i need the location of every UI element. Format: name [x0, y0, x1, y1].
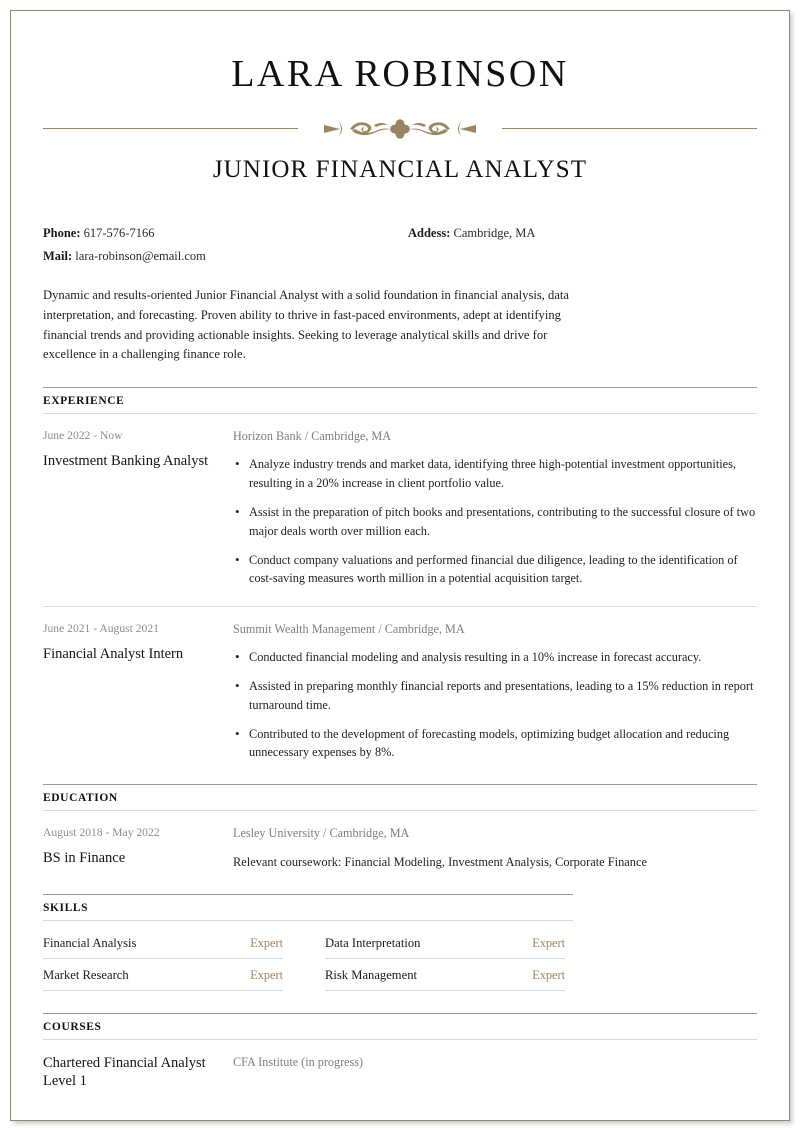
candidate-name: LARA ROBINSON	[231, 53, 569, 95]
ornament-divider	[43, 114, 757, 144]
contact-phone-label: Phone:	[43, 225, 81, 240]
contact-address-value: Cambridge, MA	[453, 225, 536, 240]
entry-bullet-list	[233, 455, 757, 588]
course-entry	[43, 1040, 757, 1091]
professional-summary: Dynamic and results-oriented Junior Financial Analyst with a solid foundation in financial analysis, data interpretation, and forecasting. Proven ability to thrive in fast-paced environments, adept at identifying financial trends and providing actionable insights. Seeking to leverage analytical skills and drive for excellence in a challenging finance role.	[43, 287, 570, 362]
experience-entry	[43, 607, 757, 762]
contact-address	[408, 222, 535, 245]
section-courses	[43, 1013, 757, 1091]
skill-name: Data Interpretation	[325, 935, 421, 950]
entry-bullet-list	[233, 648, 757, 762]
section-title-courses: COURSES	[43, 1020, 102, 1033]
entry-job-title: Financial Analyst Intern	[43, 645, 184, 662]
entry-date: June 2021 - August 2021	[43, 621, 159, 635]
skill-name: Market Research	[43, 967, 129, 982]
entry-date: August 2018 - May 2022	[43, 825, 160, 839]
entry-bullet: • Conduct company valuations and performed financial due diligence, leading to the identification of cost-saving measures worth million in a potential acquisition target.	[233, 551, 757, 588]
resume-header	[43, 53, 757, 184]
contact-block	[43, 222, 757, 268]
skill-level: Expert	[250, 967, 283, 982]
contact-mail-value: lara-robinson@email.com	[75, 248, 206, 263]
section-experience	[43, 387, 757, 762]
course-title: Chartered Financial Analyst Level 1	[43, 1054, 206, 1090]
entry-coursework: Relevant coursework: Financial Modeling, Investment Analysis, Corporate Finance	[233, 854, 647, 869]
section-title-education: EDUCATION	[43, 791, 118, 804]
entry-bullet: • Analyze industry trends and market data, identifying three high-potential investment opportunities, resulting in a 20% increase in client portfolio value.	[233, 455, 757, 492]
ornament-line-right	[502, 128, 757, 129]
contact-mail	[43, 245, 457, 268]
ornament-line-left	[43, 128, 298, 129]
skill-row	[43, 959, 283, 991]
entry-bullet: • Contributed to the development of forecasting models, optimizing budget allocation and reducing unnecessary expenses by 8%.	[233, 725, 757, 762]
experience-entry	[43, 414, 757, 587]
entry-organization: Horizon Bank / Cambridge, MA	[233, 429, 392, 444]
entry-organization: Summit Wealth Management / Cambridge, MA	[233, 621, 465, 636]
skills-column	[43, 927, 283, 991]
skill-name: Financial Analysis	[43, 935, 137, 950]
contact-address-label: Addess:	[408, 225, 451, 240]
contact-phone	[43, 222, 457, 245]
entry-degree: BS in Finance	[43, 849, 126, 866]
contact-mail-label: Mail:	[43, 248, 73, 263]
job-title-headline: JUNIOR FINANCIAL ANALYST	[212, 155, 588, 183]
skills-column	[325, 927, 565, 991]
skills-grid	[43, 927, 573, 991]
skill-row	[325, 959, 565, 991]
skill-row	[43, 927, 283, 959]
entry-job-title: Investment Banking Analyst	[43, 453, 209, 470]
education-entry	[43, 811, 757, 872]
entry-bullet: • Conducted financial modeling and analysis resulting in a 10% increase in forecast accuracy.	[233, 648, 757, 666]
entry-bullet: • Assist in the preparation of pitch books and presentations, contributing to the successful closure of two major deals worth over million each.	[233, 503, 757, 540]
section-title-experience: EXPERIENCE	[43, 395, 125, 408]
section-skills	[43, 894, 757, 991]
section-education	[43, 784, 757, 872]
entry-bullet: • Assisted in preparing monthly financial reports and presentations, leading to a 15% reduction in report turnaround time.	[233, 677, 757, 714]
skill-level: Expert	[532, 935, 565, 950]
entry-date: June 2022 - Now	[43, 429, 123, 443]
section-rule-bottom	[43, 920, 573, 921]
skill-level: Expert	[532, 967, 565, 982]
skill-name: Risk Management	[325, 967, 417, 982]
contact-phone-value: 617-576-7166	[83, 225, 155, 240]
page-border-frame	[10, 10, 790, 1121]
course-organization: CFA Institute (in progress)	[233, 1054, 364, 1069]
section-title-skills: SKILLS	[43, 901, 89, 914]
skill-row	[325, 927, 565, 959]
filigree-ornament-icon	[300, 116, 500, 142]
entry-organization: Lesley University / Cambridge, MA	[233, 825, 410, 840]
quatrefoil-center	[390, 119, 410, 139]
skill-level: Expert	[250, 935, 283, 950]
